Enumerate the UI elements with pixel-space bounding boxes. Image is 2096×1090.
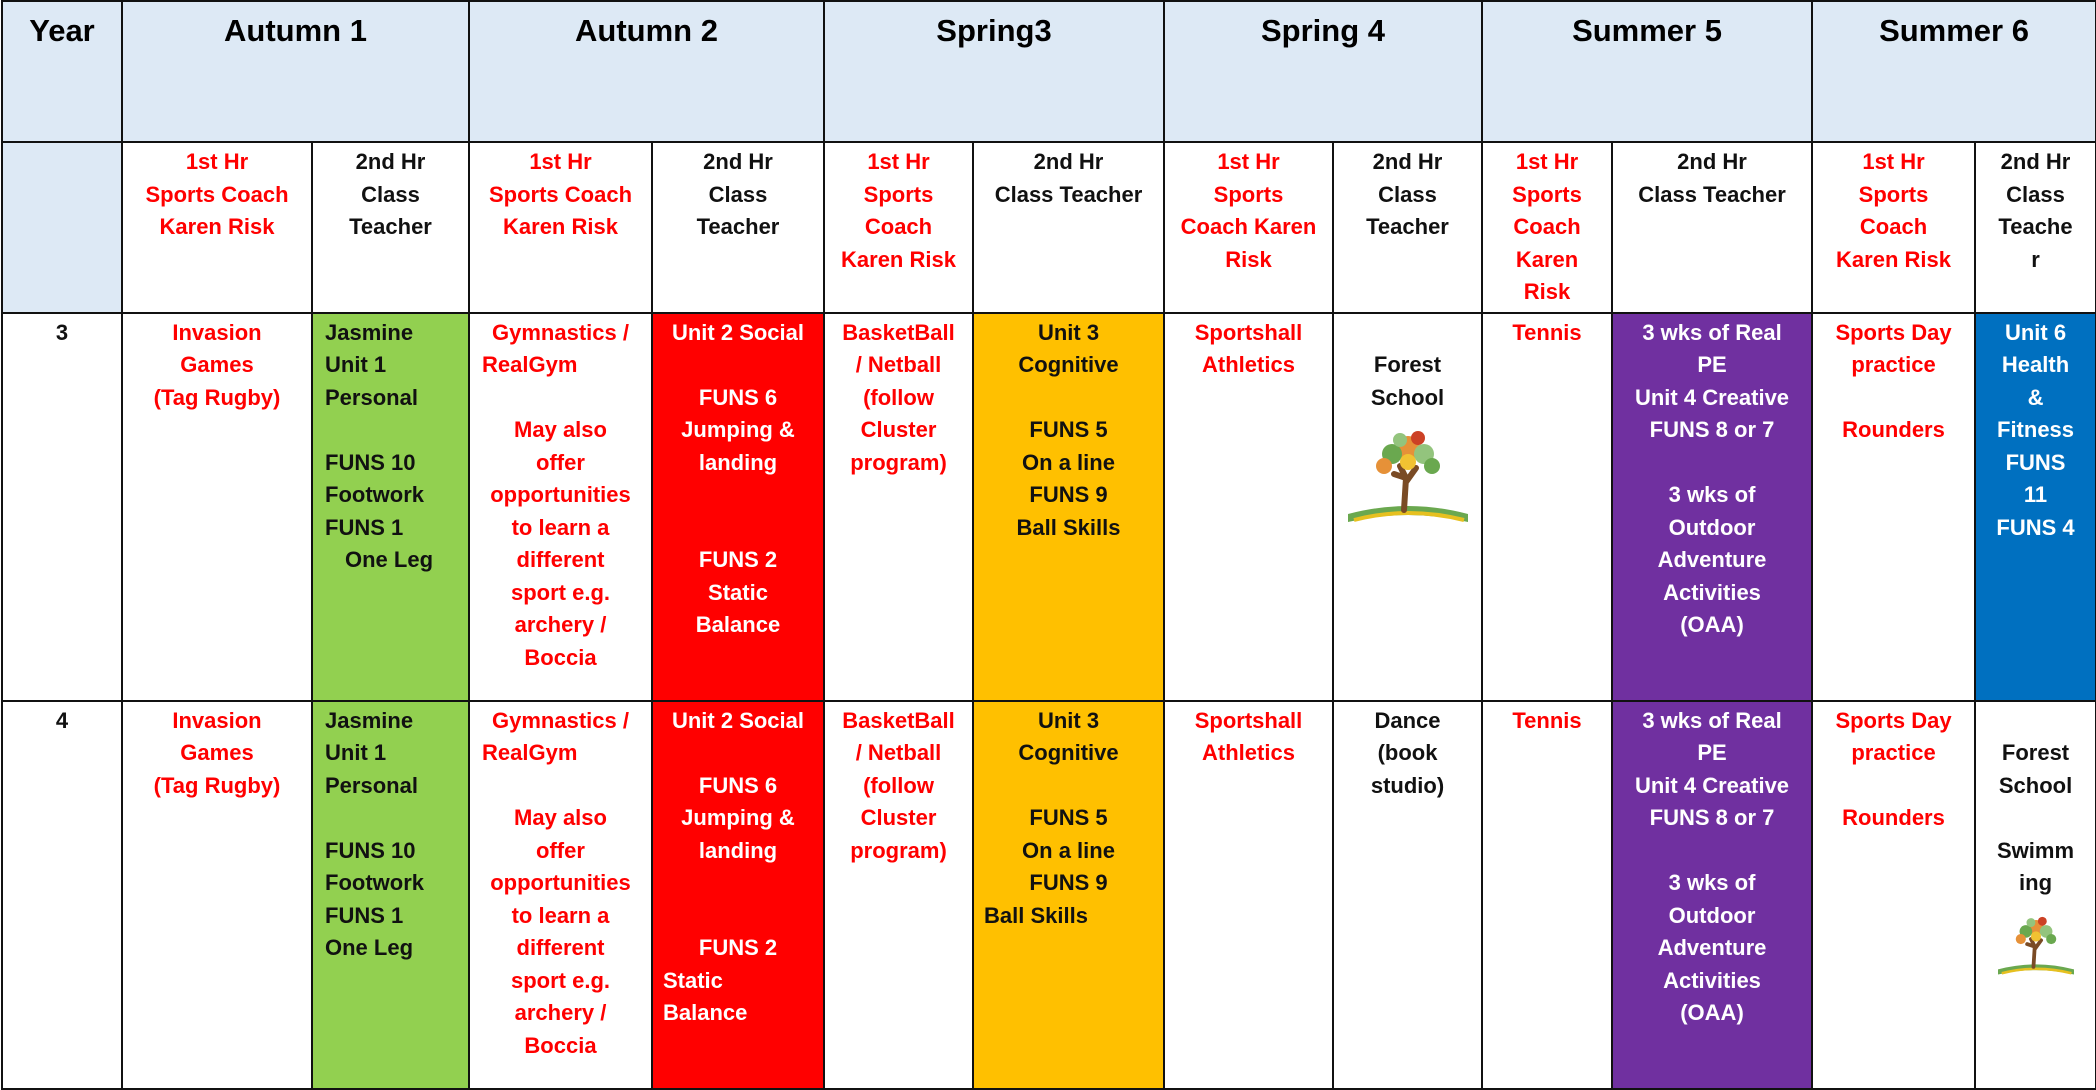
spacer xyxy=(655,867,821,932)
summer5-coach-header xyxy=(1482,142,1612,313)
text-line: sport e.g. xyxy=(510,579,610,605)
text-line: Tennis xyxy=(1512,319,1582,345)
term-spring-4: Spring 4 xyxy=(1164,1,1482,142)
text-line: 3 wks of Real xyxy=(1642,707,1782,733)
text-line: to learn a xyxy=(511,514,610,540)
text-line: May also xyxy=(514,417,607,442)
text-line: BasketBall xyxy=(842,707,955,733)
text-line: Activities xyxy=(1663,967,1761,993)
text-line: Coach xyxy=(1859,214,1928,239)
text-line: Athletics xyxy=(1202,352,1295,377)
text-line: One Leg xyxy=(325,935,414,960)
text-line: Unit 4 Creative xyxy=(1634,384,1790,410)
year-3-label: 3 xyxy=(2,313,122,701)
text-line: Static xyxy=(708,579,768,605)
text-line: Rounders xyxy=(1842,805,1945,830)
text-line: Class Teacher xyxy=(994,181,1143,207)
text-line: Personal xyxy=(325,772,418,798)
y3-spring3-teacher xyxy=(973,313,1164,701)
text-line: 3 wks of xyxy=(1668,482,1756,507)
text-line: Adventure xyxy=(1657,935,1767,960)
text-line: Unit 3 xyxy=(1037,707,1100,733)
text-line: Static xyxy=(663,967,723,993)
text-line: FUNS 5 xyxy=(1029,805,1108,830)
spacer xyxy=(1336,317,1479,350)
text-line: 1st Hr xyxy=(529,149,592,174)
text-line: Gymnastics / xyxy=(492,319,629,345)
text-line: BasketBall xyxy=(842,319,955,345)
spring3-coach-header xyxy=(824,142,973,313)
text-line: archery / xyxy=(514,1000,607,1025)
term-summer-5: Summer 5 xyxy=(1482,1,1812,142)
text-line: (Tag Rugby) xyxy=(153,772,281,798)
text-line: (OAA) xyxy=(1680,1000,1744,1025)
text-line: Games xyxy=(180,740,254,765)
text-line: 3 wks of Real xyxy=(1642,319,1782,345)
text-line: program) xyxy=(850,449,947,475)
text-line: FUNS 6 xyxy=(698,384,778,410)
text-line: Rounders xyxy=(1842,417,1945,442)
text-line: Cluster xyxy=(860,417,937,442)
text-line: Jasmine xyxy=(325,707,414,733)
text-line: On a line xyxy=(1022,837,1115,863)
text-line: Health xyxy=(2001,352,2070,377)
text-line: Class xyxy=(2006,181,2065,207)
text-line: Unit 2 Social xyxy=(671,707,805,733)
spacer xyxy=(472,770,649,803)
text-line: Sports xyxy=(1512,181,1582,207)
text-line: ing xyxy=(2019,870,2053,895)
text-line: 1st Hr xyxy=(1515,149,1579,174)
text-line: landing xyxy=(698,837,778,863)
text-line: FUNS 10 xyxy=(325,837,416,863)
text-line: Forest xyxy=(1373,352,1442,377)
text-line: FUNS 4 xyxy=(1996,514,2075,540)
text-line: FUNS 6 xyxy=(698,772,778,798)
y4-spring4-coach xyxy=(1164,701,1333,1089)
text-line: Unit 1 xyxy=(325,740,387,765)
text-line: Karen Risk xyxy=(1836,246,1951,272)
text-line: Unit 4 Creative xyxy=(1634,772,1790,798)
spacer xyxy=(1815,770,1972,803)
y3-summer5-coach xyxy=(1482,313,1612,701)
text-line: FUNS 9 xyxy=(1029,870,1108,895)
term-header-row xyxy=(2,1,2096,142)
text-line: Unit 6 xyxy=(2004,319,2067,345)
spacer xyxy=(1615,835,1809,868)
y3-autumn2-coach xyxy=(469,313,652,701)
text-line: Sportshall xyxy=(1194,319,1303,345)
spring3-teacher-header xyxy=(973,142,1164,313)
text-line: Sports xyxy=(863,181,934,207)
text-line: Swimm xyxy=(1997,837,2075,863)
y4-spring3-teacher xyxy=(973,701,1164,1089)
text-line: practice xyxy=(1851,740,1936,765)
spacer xyxy=(1978,802,2093,835)
text-line: opportunities xyxy=(490,482,631,507)
y3-spring3-coach xyxy=(824,313,973,701)
y3-spring4-teacher xyxy=(1333,313,1482,701)
tree-icon xyxy=(1348,422,1468,532)
text-line: 1st Hr xyxy=(185,149,249,174)
text-line: Outdoor xyxy=(1668,902,1756,928)
text-line: Teacher xyxy=(349,214,432,239)
text-line: opportunities xyxy=(490,870,631,895)
text-line: Risk xyxy=(1225,246,1272,272)
text-line: Dance xyxy=(1374,707,1441,733)
pe-timetable xyxy=(1,0,2096,1090)
text-line: One Leg xyxy=(345,547,434,572)
text-line: Unit 3 xyxy=(1037,319,1100,345)
y3-summer6-coach xyxy=(1812,313,1975,701)
text-line: Sports xyxy=(1213,181,1284,207)
spring4-teacher-header xyxy=(1333,142,1482,313)
text-line: (book xyxy=(1377,740,1438,765)
text-line: Sports Coach xyxy=(145,181,289,207)
text-line: PE xyxy=(1697,740,1727,765)
text-line: Teacher xyxy=(696,214,780,239)
text-line: 2nd Hr xyxy=(1677,149,1747,174)
text-line: RealGym xyxy=(482,352,578,377)
text-line: Boccia xyxy=(524,644,597,670)
text-line: 1st Hr xyxy=(867,149,930,174)
text-line: archery / xyxy=(514,612,607,637)
spacer xyxy=(655,737,821,770)
text-line: Sportshall xyxy=(1194,707,1303,733)
year-4-label: 4 xyxy=(2,701,122,1089)
autumn2-teacher-header xyxy=(652,142,824,313)
text-line: Ball Skills xyxy=(984,902,1088,928)
text-line: Cognitive xyxy=(1018,740,1119,765)
text-line: FUNS xyxy=(2005,449,2066,475)
text-line: Invasion xyxy=(172,707,262,733)
text-line: On a line xyxy=(1022,449,1115,475)
text-line: Unit 2 Social xyxy=(671,319,805,345)
text-line: Teache xyxy=(1998,214,2073,239)
text-line: Coach Karen xyxy=(1180,214,1317,239)
text-line: Outdoor xyxy=(1668,514,1756,540)
text-line: FUNS 10 xyxy=(325,449,416,475)
y4-autumn2-teacher xyxy=(652,701,824,1089)
autumn2-coach-header xyxy=(469,142,652,313)
text-line: Sports Day xyxy=(1835,707,1952,733)
text-line: Gymnastics / xyxy=(492,707,629,733)
text-line: / Netball xyxy=(855,352,942,377)
text-line: Karen xyxy=(1515,246,1579,272)
text-line: Footwork xyxy=(325,870,424,895)
text-line: FUNS 1 xyxy=(325,514,404,540)
text-line: to learn a xyxy=(511,902,610,928)
text-line: Unit 1 xyxy=(325,352,387,377)
year-4-row xyxy=(2,701,2096,1089)
text-line: practice xyxy=(1851,352,1936,377)
text-line: Boccia xyxy=(524,1032,597,1058)
spacer xyxy=(976,382,1161,415)
text-line: Class xyxy=(1378,181,1437,207)
subheader-row xyxy=(2,142,2096,313)
text-line: 2nd Hr xyxy=(1033,149,1104,174)
text-line: (follow xyxy=(863,384,934,410)
year-subheader-blank xyxy=(2,142,122,313)
text-line: School xyxy=(1370,384,1445,410)
y4-summer6-teacher xyxy=(1975,701,2096,1089)
text-line: program) xyxy=(850,837,947,863)
text-line: offer xyxy=(536,449,585,475)
term-autumn-1: Autumn 1 xyxy=(122,1,469,142)
text-line: Sports Day xyxy=(1835,319,1952,345)
term-summer-6: Summer 6 xyxy=(1812,1,2096,142)
text-line: FUNS 2 xyxy=(698,547,778,572)
text-line: (follow xyxy=(863,772,934,798)
text-line: Personal xyxy=(325,384,418,410)
text-line: 11 xyxy=(2023,482,2048,507)
text-line: FUNS 9 xyxy=(1029,482,1108,507)
text-line: Jumping & xyxy=(681,805,795,830)
spacer xyxy=(1978,705,2093,738)
text-line: Footwork xyxy=(325,482,424,507)
text-line: (Tag Rugby) xyxy=(153,384,281,410)
text-line: Invasion xyxy=(172,319,262,345)
year-header: Year xyxy=(2,1,122,142)
text-line: different xyxy=(516,547,605,572)
spring4-coach-header xyxy=(1164,142,1333,313)
summer6-teacher-header xyxy=(1975,142,2096,313)
text-line: Karen Risk xyxy=(159,214,275,239)
y4-summer6-coach xyxy=(1812,701,1975,1089)
text-line: Teacher xyxy=(1366,214,1449,239)
spacer xyxy=(472,382,649,415)
text-line: Karen Risk xyxy=(841,246,956,272)
text-line: r xyxy=(2031,246,2040,272)
tree-icon xyxy=(1998,908,2074,984)
text-line: different xyxy=(516,935,605,960)
y3-autumn1-coach xyxy=(122,313,312,701)
text-line: RealGym xyxy=(482,740,578,765)
text-line: Coach xyxy=(1513,214,1581,239)
text-line: 2nd Hr xyxy=(2000,149,2071,174)
term-spring-3: Spring3 xyxy=(824,1,1164,142)
text-line: offer xyxy=(536,837,585,863)
text-line: 1st Hr xyxy=(1862,149,1925,174)
text-line: FUNS 8 or 7 xyxy=(1649,417,1775,442)
text-line: Games xyxy=(180,352,254,377)
spacer xyxy=(655,349,821,382)
spacer xyxy=(1815,382,1972,415)
text-line: 2nd Hr xyxy=(1372,149,1443,174)
text-line: Ball Skills xyxy=(1016,514,1121,540)
text-line: landing xyxy=(698,449,778,475)
text-line: Jasmine xyxy=(325,319,414,345)
y3-summer6-teacher xyxy=(1975,313,2096,701)
text-line: / Netball xyxy=(855,740,942,765)
text-line: Class xyxy=(708,181,768,207)
term-autumn-2: Autumn 2 xyxy=(469,1,824,142)
y4-summer5-teacher xyxy=(1612,701,1812,1089)
text-line: 2nd Hr xyxy=(355,149,426,174)
y4-autumn1-teacher xyxy=(312,701,469,1089)
text-line: 3 wks of xyxy=(1668,870,1756,895)
autumn1-coach-header xyxy=(122,142,312,313)
text-line: School xyxy=(1998,772,2073,798)
text-line: Athletics xyxy=(1202,740,1295,765)
text-line: Cognitive xyxy=(1018,352,1119,377)
y4-summer5-coach xyxy=(1482,701,1612,1089)
text-line: Sports Coach xyxy=(488,181,633,207)
text-line: Class xyxy=(361,181,420,207)
text-line: FUNS 8 or 7 xyxy=(1649,805,1775,830)
text-line: Karen Risk xyxy=(503,214,618,239)
text-line: Balance xyxy=(663,1000,748,1025)
year-3-row xyxy=(2,313,2096,701)
text-line: studio) xyxy=(1370,772,1445,798)
text-line: PE xyxy=(1697,352,1727,377)
y3-autumn1-teacher xyxy=(312,313,469,701)
spacer xyxy=(655,479,821,544)
text-line: (OAA) xyxy=(1680,612,1744,637)
text-line: Tennis xyxy=(1512,707,1582,733)
spacer xyxy=(976,770,1161,803)
text-line: Risk xyxy=(1523,279,1571,304)
text-line: Forest xyxy=(2001,740,2070,765)
y4-spring4-teacher xyxy=(1333,701,1482,1089)
text-line: & xyxy=(2027,384,2044,410)
text-line: May also xyxy=(514,805,607,830)
y4-spring3-coach xyxy=(824,701,973,1089)
text-line: Cluster xyxy=(860,805,937,830)
y3-summer5-teacher xyxy=(1612,313,1812,701)
autumn1-teacher-header xyxy=(312,142,469,313)
text-line: FUNS 5 xyxy=(1029,417,1108,442)
y4-autumn2-coach xyxy=(469,701,652,1089)
text-line: Sports xyxy=(1858,181,1929,207)
text-line: 1st Hr xyxy=(1217,149,1280,174)
y4-autumn1-coach xyxy=(122,701,312,1089)
text-line: Jumping & xyxy=(681,417,795,442)
summer5-teacher-header xyxy=(1612,142,1812,313)
summer6-coach-header xyxy=(1812,142,1975,313)
text-line: Coach xyxy=(864,214,933,239)
text-line: sport e.g. xyxy=(510,967,610,993)
y3-spring4-coach xyxy=(1164,313,1333,701)
text-line: Class Teacher xyxy=(1638,181,1786,207)
spacer xyxy=(325,414,466,447)
text-line: 2nd Hr xyxy=(703,149,773,174)
text-line: Activities xyxy=(1663,579,1761,605)
spacer xyxy=(325,802,466,835)
text-line: Adventure xyxy=(1657,547,1767,572)
text-line: Fitness xyxy=(1997,417,2075,442)
text-line: FUNS 1 xyxy=(325,902,404,928)
text-line: Balance xyxy=(695,612,781,637)
text-line: FUNS 2 xyxy=(698,935,778,960)
y3-autumn2-teacher xyxy=(652,313,824,701)
spacer xyxy=(1615,447,1809,480)
